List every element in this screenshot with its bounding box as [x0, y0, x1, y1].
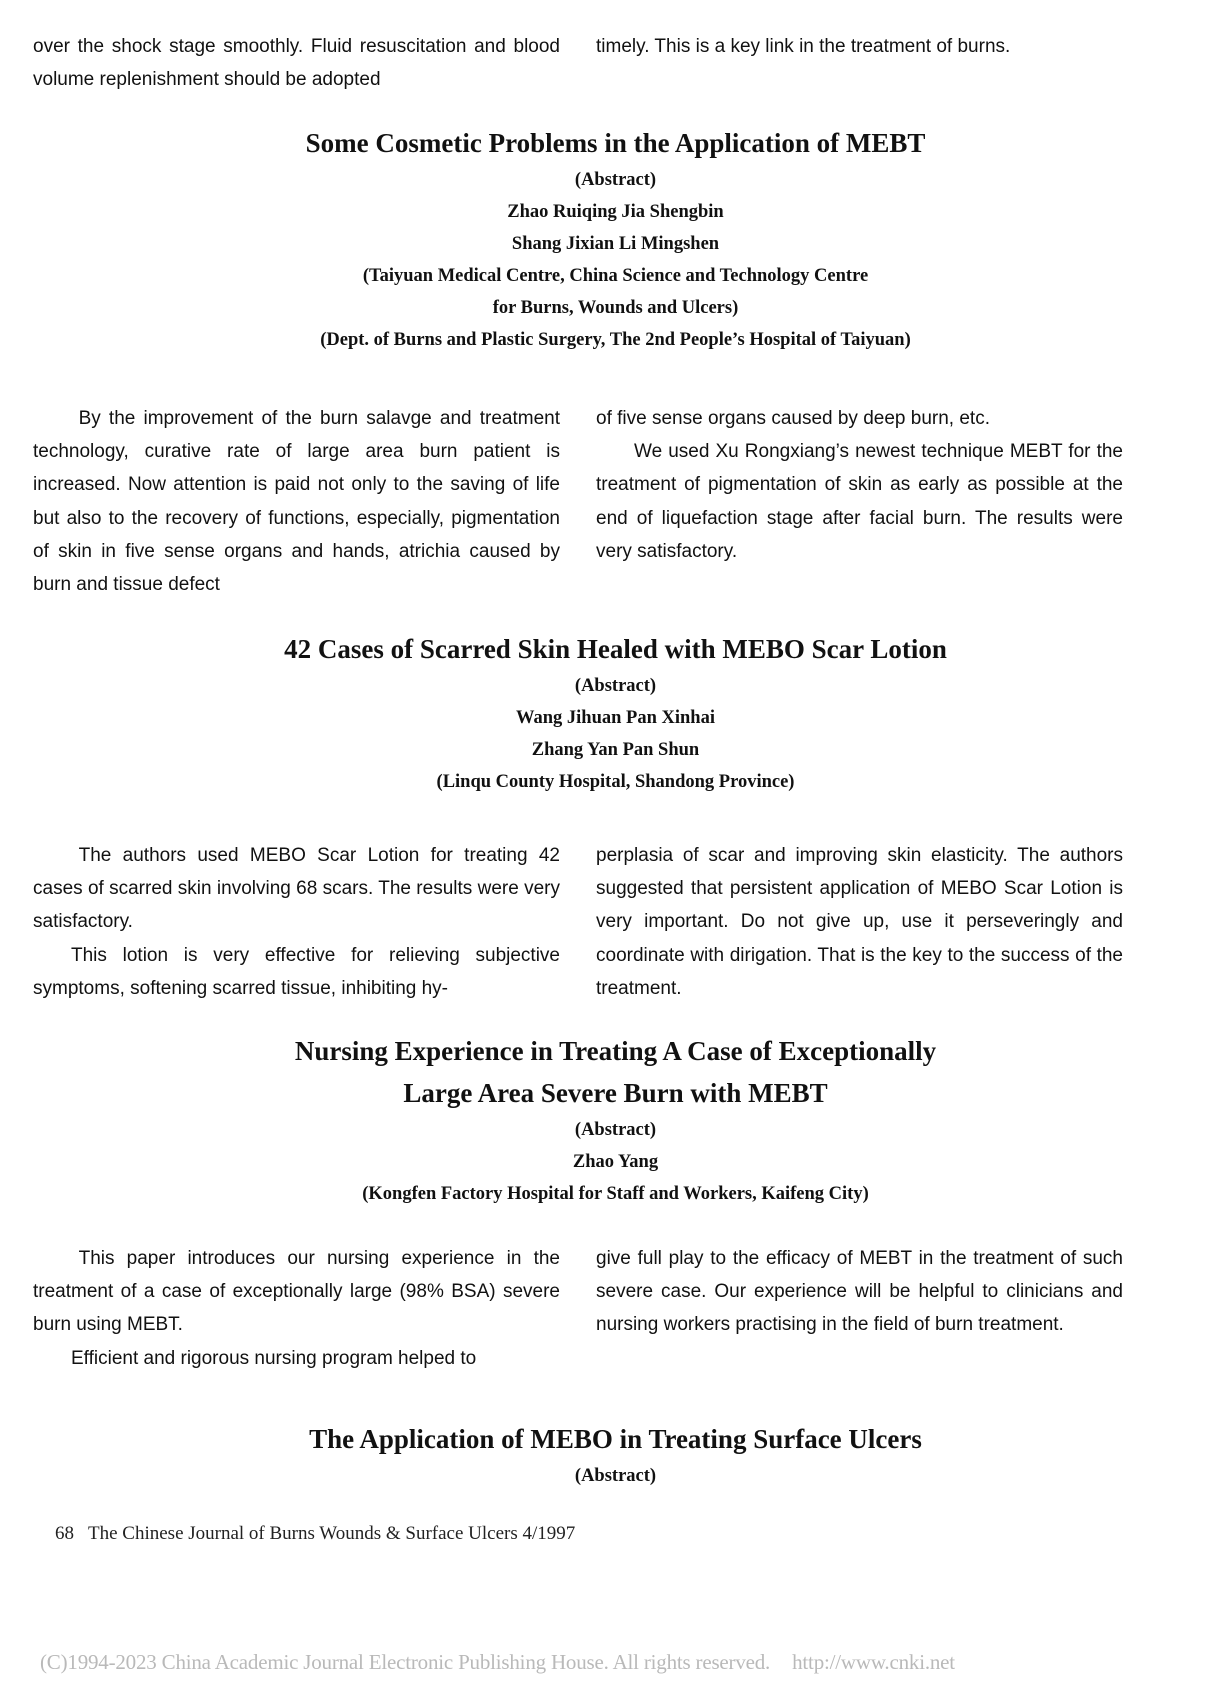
article-2-body	[33, 839, 1123, 1005]
article-1-authors-line-1: Zhao Ruiqing Jia Shengbin	[507, 202, 724, 222]
article-1-authors-line-2: Shang Jixian Li Mingshen	[511, 234, 720, 254]
article-2-authors-line-1: Wang Jihuan Pan Xinhai	[516, 708, 715, 728]
article-3-paragraph: Efficient and rigorous nursing program helped to	[71, 1347, 477, 1369]
article-4-header	[0, 1418, 1231, 1492]
article-1-header	[0, 122, 1231, 356]
continued-right-paragraph: timely. This is a key link in the treatment of burns.	[596, 36, 1011, 57]
article-4-title: The Application of MEBO in Treating Surface Ulcers	[309, 1424, 922, 1454]
article-3-header	[0, 1030, 1231, 1210]
article-2-paragraph: The authors used MEBO Scar Lotion for treating 42 cases of scarred skin involving 68 scars. The results were very satisfactory.	[33, 845, 560, 933]
abstract-label: (Abstract)	[574, 676, 657, 696]
article-2-affiliation: (Linqu County Hospital, Shandong Province)	[436, 772, 795, 792]
journal-citation: The Chinese Journal of Burns Wounds & Surface Ulcers 4/1997	[88, 1523, 576, 1544]
article-2-left-column	[33, 839, 560, 1005]
article-2-paragraph: perplasia of scar and improving skin elasticity. The authors suggested that persistent application of MEBO Scar Lotion is very important. Do not give up, use it perseveringly and coordinate with dirigation. That is the key to the success of the treatment.	[596, 845, 1123, 999]
article-3-paragraph: This paper introduces our nursing experience in the treatment of a case of exceptionally large (98% BSA) severe burn using MEBT.	[33, 1248, 560, 1336]
article-1-paragraph: of five sense organs caused by deep burn, etc.	[596, 408, 990, 429]
article-2-paragraph: This lotion is very effective for relieving subjective symptoms, softening scarred tissue, inhibiting hy-	[33, 944, 560, 999]
abstract-label: (Abstract)	[574, 170, 657, 190]
page-footer	[55, 1523, 575, 1545]
article-1-right-column	[596, 402, 1123, 601]
page-number: 68	[55, 1523, 74, 1544]
continued-right-column	[596, 30, 1123, 96]
copyright-notice	[40, 1650, 955, 1675]
article-3-body	[33, 1242, 1123, 1375]
article-2-title: 42 Cases of Scarred Skin Healed with MEBO Scar Lotion	[284, 634, 947, 664]
article-3-right-column	[596, 1242, 1123, 1375]
article-3-affiliation: (Kongfen Factory Hospital for Staff and Workers, Kaifeng City)	[362, 1184, 869, 1204]
continued-text	[33, 30, 1123, 96]
article-1-affiliation-line-2: for Burns, Wounds and Ulcers)	[492, 298, 739, 318]
article-1-affiliation-line-3: (Dept. of Burns and Plastic Surgery, The 2nd People’s Hospital of Taiyuan)	[320, 330, 911, 350]
article-2-right-column	[596, 839, 1123, 1005]
article-1-paragraph: We used Xu Rongxiang’s newest technique MEBT for the treatment of pigmentation of skin as early as possible at the end of liquefaction stage after facial burn. The results were very satisfactory.	[596, 441, 1123, 562]
continued-left-column	[33, 30, 560, 96]
continued-left-paragraph: over the shock stage smoothly. Fluid resuscitation and blood volume replenishment should be adopted	[33, 36, 560, 91]
source-url: http://www.cnki.net	[792, 1650, 955, 1674]
abstract-label: (Abstract)	[574, 1466, 657, 1486]
article-1-title: Some Cosmetic Problems in the Application of MEBT	[305, 128, 926, 158]
article-3-title-line-2: Large Area Severe Burn with MEBT	[403, 1078, 828, 1108]
article-2-authors-line-2: Zhang Yan Pan Shun	[531, 740, 700, 760]
article-2-header	[0, 628, 1231, 798]
article-1-affiliation-line-1: (Taiyuan Medical Centre, China Science and Technology Centre	[362, 266, 869, 286]
article-3-paragraph: give full play to the efficacy of MEBT in the treatment of such severe case. Our experience will be helpful to clinicians and nursing workers practising in the field of burn treatment.	[596, 1248, 1123, 1336]
article-3-authors: Zhao Yang	[572, 1152, 659, 1172]
article-3-left-column	[33, 1242, 560, 1375]
abstract-label: (Abstract)	[574, 1120, 657, 1140]
article-1-left-column	[33, 402, 560, 601]
article-1-body	[33, 402, 1123, 601]
article-3-title-line-1: Nursing Experience in Treating A Case of Exceptionally	[294, 1036, 937, 1066]
copyright-text: (C)1994-2023 China Academic Journal Electronic Publishing House. All rights reserved.	[40, 1650, 771, 1674]
article-1-paragraph: By the improvement of the burn salavge and treatment technology, curative rate of large area burn patient is increased. Now attention is paid not only to the saving of life but also to the recovery of functions, especially, pigmentation of skin in five sense organs and hands, atrichia caused by burn and tissue defect	[33, 408, 560, 596]
